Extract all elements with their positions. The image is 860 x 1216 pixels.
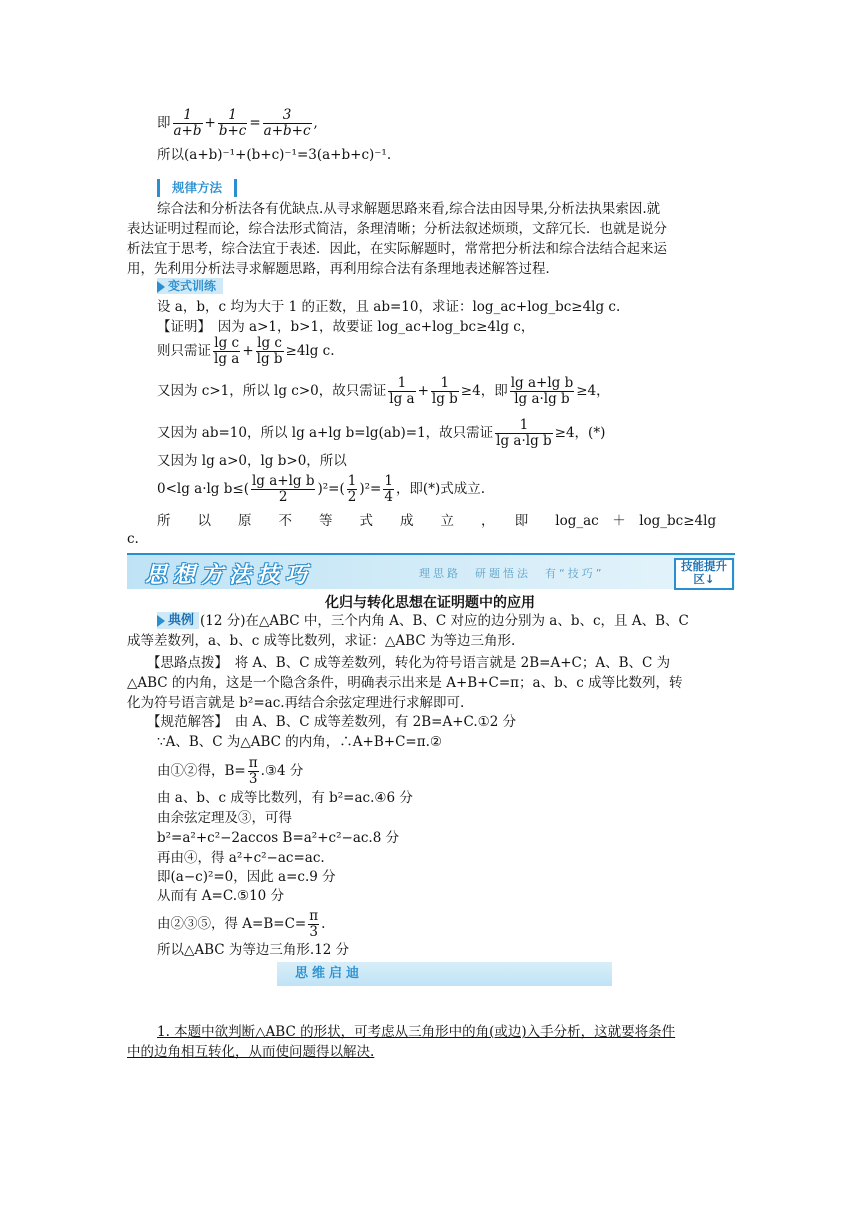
fraction xyxy=(263,108,312,139)
text: ，即(*)式成立. xyxy=(395,481,486,497)
proof-line: 又因为 lg a>0，lg b>0，所以 xyxy=(157,453,347,469)
section-title: 化归与转化思想在证明题中的应用 xyxy=(325,595,535,611)
paragraph-line: 表达证明过程而论，综合法形式简洁，条理清晰；分析法叙述烦琐，文辞冗长．也就是说分 xyxy=(127,221,667,237)
numerator: lg c xyxy=(257,335,282,351)
proof-line xyxy=(157,418,605,449)
fraction xyxy=(383,474,394,505)
example-tag xyxy=(157,612,199,629)
question-text: 成等差数列，a、b、c 成等比数列，求证：△ABC 为等边三角形. xyxy=(127,633,516,649)
proof-line: 又因为 c>1，所以 lg c>0，故只需证 $\frac{1}{\text{lg a}}$ + $\frac{1}{\text{lg b}}$ ≥4，即 $\frac{\text{lg a+lg b}}{\text{lg a·lg b}}$ ≥4， xyxy=(157,375,610,407)
denominator: a+b+c xyxy=(263,123,311,139)
proof-line: 所 以 原 不 等 式 成 立 ， 即 log_ac ＋ log_bc≥4lg xyxy=(157,513,717,529)
solution-line: b²=a²+c²−2accos B=a²+c²−ac.8 分 xyxy=(157,830,400,846)
fraction xyxy=(510,376,575,407)
denominator: lg a·lg b xyxy=(496,433,552,449)
solution-line: ∵A、B、C 为△ABC 的内角，∴A+B+C=π.② xyxy=(157,734,443,750)
fraction xyxy=(218,108,248,139)
text: ≥4lg c. xyxy=(285,343,335,359)
conclusion-line: 所以(a+b)⁻¹+(b+c)⁻¹=3(a+b+c)⁻¹. xyxy=(157,147,392,163)
solution-line: 由余弦定理及③，可得 xyxy=(157,810,292,826)
denominator: lg b xyxy=(256,351,283,367)
denominator: 2 xyxy=(347,489,357,505)
proof-line: 则只需证 $\frac{\text{lg c}}{\text{lg a}}$ + $\frac{\text{lg c}}{\text{lg b}}$ ≥4lg c. xyxy=(157,335,335,367)
solution-line: 即(a−c)²=0，因此 a=c.9 分 xyxy=(157,869,336,885)
denominator: lg a xyxy=(389,391,415,407)
text: .③4 分 xyxy=(260,763,304,779)
text: 0<lg a·lg b≤( xyxy=(157,481,249,497)
text: 由②③⑤，得 A=B=C= xyxy=(157,916,307,932)
text: ≥4，即 xyxy=(460,383,508,399)
proof-line xyxy=(157,474,485,505)
numerator: π xyxy=(248,755,258,771)
denominator: 2 xyxy=(278,489,288,505)
hint-line: △ABC 的内角，这是一个隐含条件，明确表示出来是 A+B+C=π；a、b、c 成等比数列，转 xyxy=(127,675,683,691)
denominator: lg a xyxy=(214,351,240,367)
hint-line: 【思路点拨】 将 A、B、C 成等差数列，转化为符号语言就是 2B=A+C；A、B、C 为 xyxy=(147,655,671,671)
fraction xyxy=(251,474,316,505)
paragraph-line: 析法宜于思考，综合法宜于表述．因此，在实际解题时，常常把分析法和综合法结合起来运 xyxy=(127,241,667,257)
question-text: 设 a，b，c 均为大于 1 的正数，且 ab=10，求证：log_ac+log_bc≥4lg c. xyxy=(157,299,621,315)
numerator: 1 xyxy=(431,376,459,392)
numerator: 1 xyxy=(384,473,393,489)
paragraph-line: 综合法和分析法各有优缺点.从寻求解题思路来看,综合法由因导果,分析法执果索因.就 xyxy=(157,201,661,217)
solution-line: 从而有 A=C.⑤10 分 xyxy=(157,888,285,904)
proof-line: c. xyxy=(127,531,139,547)
equation-line xyxy=(157,108,318,139)
exercise-tag xyxy=(157,278,223,294)
fraction xyxy=(347,474,358,505)
solution-line xyxy=(157,909,325,940)
banner-subtitle: 理思路 研题悟法 有“技巧” xyxy=(419,567,605,580)
numerator: 1 xyxy=(495,418,552,434)
solution-line: 再由④，得 a²+c²−ac=ac. xyxy=(157,850,325,866)
denominator: 3 xyxy=(309,924,318,940)
text: ≥4，(*) xyxy=(554,425,606,441)
numerator: lg a+lg b xyxy=(510,375,574,391)
numerator: lg a+lg b xyxy=(251,473,315,489)
denominator: 4 xyxy=(384,489,393,505)
insight-tag: 思维启迪 xyxy=(277,962,612,986)
paragraph-line: 用，先利用分析法寻求解题思路，再利用综合法有条理地表述解答过程． xyxy=(127,261,559,277)
solution-line: 由 a、b、c 成等比数列，有 b²=ac.④6 分 xyxy=(157,790,413,806)
denominator: lg a·lg b xyxy=(514,391,570,407)
method-tag: 规律方法 xyxy=(157,179,237,197)
banner-badge: 技能提升区↓ xyxy=(674,558,734,590)
solution-line: 【规范解答】 由 A、B、C 成等差数列，有 2B=A+C.①2 分 xyxy=(147,714,517,730)
fraction xyxy=(248,756,259,787)
denominator: a+b xyxy=(173,123,202,139)
fraction xyxy=(173,108,203,139)
fraction xyxy=(388,376,415,407)
denominator: b+c xyxy=(218,123,247,139)
example-tag-label: 典例 xyxy=(168,613,195,628)
fraction xyxy=(256,336,284,367)
numerator: 1 xyxy=(347,473,357,489)
text: )²=( xyxy=(317,481,345,497)
denominator: 3 xyxy=(248,771,258,787)
fraction xyxy=(431,376,459,407)
text: ≥4， xyxy=(576,383,610,399)
hint-line: 化为符号语言就是 b²=ac.再结合余弦定理进行求解即可. xyxy=(127,695,465,711)
insight-line: 中的边角相互转化，从而使问题得以解决. xyxy=(127,1044,375,1060)
exercise-tag-label: 变式训练 xyxy=(168,279,217,293)
denominator: lg b xyxy=(431,391,458,407)
banner-title: 思想方法技巧 xyxy=(145,562,314,588)
solution-line: 所以△ABC 为等边三角形.12 分 xyxy=(157,942,350,958)
numerator: π xyxy=(309,908,319,924)
numerator: 1 xyxy=(388,376,415,392)
numerator: 1 xyxy=(218,108,248,124)
insight-line: 1. 本题中欲判断△ABC 的形状，可考虑从三角形中的角(或边)入手分析，这就要将条件 xyxy=(157,1024,676,1040)
text: 又因为 ab=10，所以 lg a+lg b=lg(ab)=1，故只需证 xyxy=(157,425,494,441)
text: 即 xyxy=(157,115,171,131)
proof-line: 【证明】 因为 a>1，b>1，故要证 log_ac+log_bc≥4lg c， xyxy=(157,319,535,335)
numerator: 1 xyxy=(173,108,203,124)
text: , xyxy=(313,115,318,131)
section-banner xyxy=(127,553,735,589)
fraction xyxy=(495,418,552,449)
text: 则只需证 xyxy=(157,343,211,359)
text: )²= xyxy=(359,481,382,497)
triangle-icon xyxy=(157,615,165,627)
fraction xyxy=(308,909,319,940)
text: 由①②得，B= xyxy=(157,763,246,779)
numerator: lg c xyxy=(214,335,240,351)
text: 又因为 c>1，所以 lg c>0，故只需证 xyxy=(157,383,387,399)
text: = xyxy=(249,115,261,131)
text: . xyxy=(321,916,326,932)
question-text: (12 分)在△ABC 中，三个内角 A、B、C 对应的边分别为 a、b、c，且 A、B、C xyxy=(200,613,689,629)
triangle-icon xyxy=(157,281,165,293)
text: + xyxy=(204,115,216,131)
fraction xyxy=(213,336,240,367)
numerator: 3 xyxy=(263,108,312,124)
solution-line xyxy=(157,756,303,787)
